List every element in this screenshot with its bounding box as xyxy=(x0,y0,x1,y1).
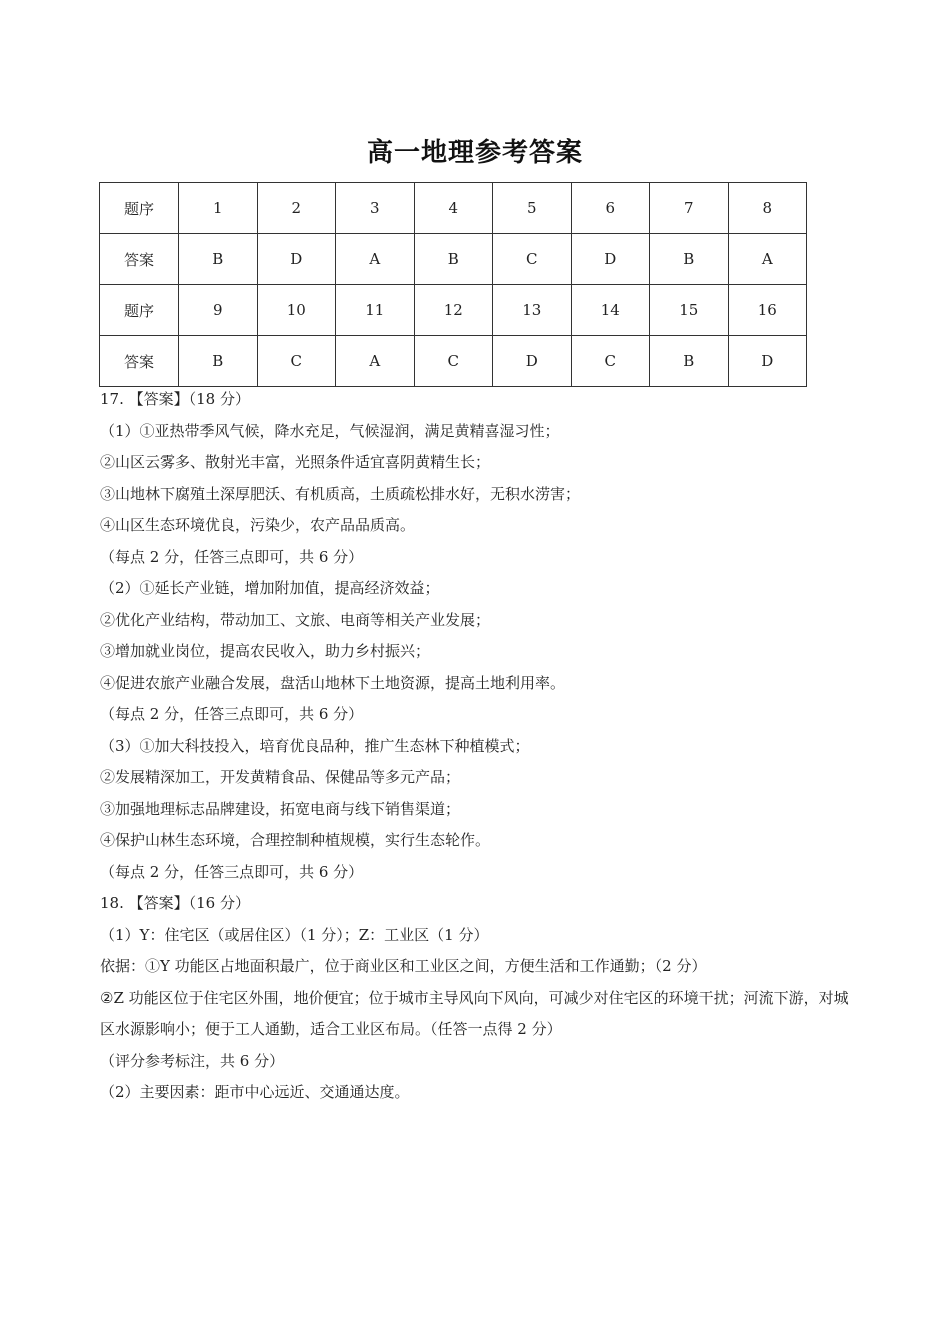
row-label: 题序 xyxy=(100,183,179,234)
table-cell: 15 xyxy=(650,285,729,336)
table-cell: 11 xyxy=(336,285,415,336)
answer-line: ③山地林下腐殖土深厚肥沃、有机质高，土质疏松排水好，无积水涝害； xyxy=(100,484,581,503)
row-label: 答案 xyxy=(100,336,179,387)
answer-line: 17. 【答案】（18 分） xyxy=(100,390,250,408)
answer-table xyxy=(99,182,807,387)
table-cell: C xyxy=(571,336,650,387)
answer-line: （1）Y：住宅区（或居住区）（1 分）；Z：工业区（1 分） xyxy=(100,925,489,944)
table-cell: 3 xyxy=(336,183,415,234)
table-cell: D xyxy=(493,336,572,387)
answer-line: ②Z 功能区位于住宅区外围，地价便宜；位于城市主导风向下风向，可减少对住宅区的环境干扰；河流下游，对城区水源影响小；便于工人通勤，适合工业区布局。（任答一点得 2 分） xyxy=(100,988,849,1038)
table-cell: 12 xyxy=(414,285,493,336)
table-cell: A xyxy=(336,336,415,387)
table-cell: C xyxy=(257,336,336,387)
table-cell: B xyxy=(414,234,493,285)
answer-content xyxy=(100,384,850,1109)
table-cell: D xyxy=(728,336,807,387)
answer-line: ②发展精深加工，开发黄精食品、保健品等多元产品； xyxy=(100,768,461,786)
answer-line: 18. 【答案】（16 分） xyxy=(100,894,250,912)
answer-line: ②山区云雾多、散射光丰富，光照条件适宜喜阴黄精生长； xyxy=(100,453,491,471)
table-row xyxy=(100,234,807,285)
table-cell: B xyxy=(650,234,729,285)
table-cell: D xyxy=(571,234,650,285)
page-title: 高一地理参考答案 xyxy=(366,138,583,168)
table-cell: 9 xyxy=(179,285,258,336)
table-cell: A xyxy=(336,234,415,285)
table-cell: 1 xyxy=(179,183,258,234)
table-cell: 5 xyxy=(493,183,572,234)
table-cell: 6 xyxy=(571,183,650,234)
answer-line: ③加强地理标志品牌建设，拓宽电商与线下销售渠道； xyxy=(100,799,461,818)
table-row xyxy=(100,285,807,336)
table-cell: 8 xyxy=(728,183,807,234)
answer-line: ④保护山林生态环境，合理控制种植规模，实行生态轮作。 xyxy=(100,831,491,849)
table-cell: B xyxy=(650,336,729,387)
answer-line: ②优化产业结构，带动加工、文旅、电商等相关产业发展； xyxy=(100,610,491,629)
answer-line: ③增加就业岗位，提高农民收入，助力乡村振兴； xyxy=(100,642,431,660)
table-cell: D xyxy=(257,234,336,285)
answer-line: （每点 2 分，任答三点即可，共 6 分） xyxy=(100,547,364,566)
table-cell: 14 xyxy=(571,285,650,336)
table-cell: 13 xyxy=(493,285,572,336)
row-label: 题序 xyxy=(100,285,179,336)
table-cell: 10 xyxy=(257,285,336,336)
table-cell: C xyxy=(493,234,572,285)
answer-line: 依据：①Y 功能区占地面积最广，位于商业区和工业区之间，方便生活和工作通勤；（2 分） xyxy=(100,957,707,975)
answer-line: （评分参考标注，共 6 分） xyxy=(100,1051,285,1070)
answer-line: （1）①亚热带季风气候，降水充足，气候湿润，满足黄精喜湿习性； xyxy=(100,421,560,440)
answer-line: （每点 2 分，任答三点即可，共 6 分） xyxy=(100,705,364,723)
answer-line: （2）①延长产业链，增加附加值，提高经济效益； xyxy=(100,579,440,597)
table-row xyxy=(100,183,807,234)
table-cell: B xyxy=(179,336,258,387)
table-row xyxy=(100,336,807,387)
answer-line: ④促进农旅产业融合发展，盘活山地林下土地资源，提高土地利用率。 xyxy=(100,673,566,692)
answer-line: （2）主要因素：距市中心远近、交通通达度。 xyxy=(100,1083,410,1101)
table-cell: A xyxy=(728,234,807,285)
row-label: 答案 xyxy=(100,234,179,285)
table-cell: B xyxy=(179,234,258,285)
answer-line: （3）①加大科技投入，培育优良品种，推广生态林下种植模式； xyxy=(100,736,530,755)
table-cell: 4 xyxy=(414,183,493,234)
table-cell: 16 xyxy=(728,285,807,336)
answer-line: ④山区生态环境优良，污染少，农产品品质高。 xyxy=(100,516,416,534)
table-cell: C xyxy=(414,336,493,387)
answer-line: （每点 2 分，任答三点即可，共 6 分） xyxy=(100,862,364,881)
table-cell: 7 xyxy=(650,183,729,234)
table-cell: 2 xyxy=(257,183,336,234)
